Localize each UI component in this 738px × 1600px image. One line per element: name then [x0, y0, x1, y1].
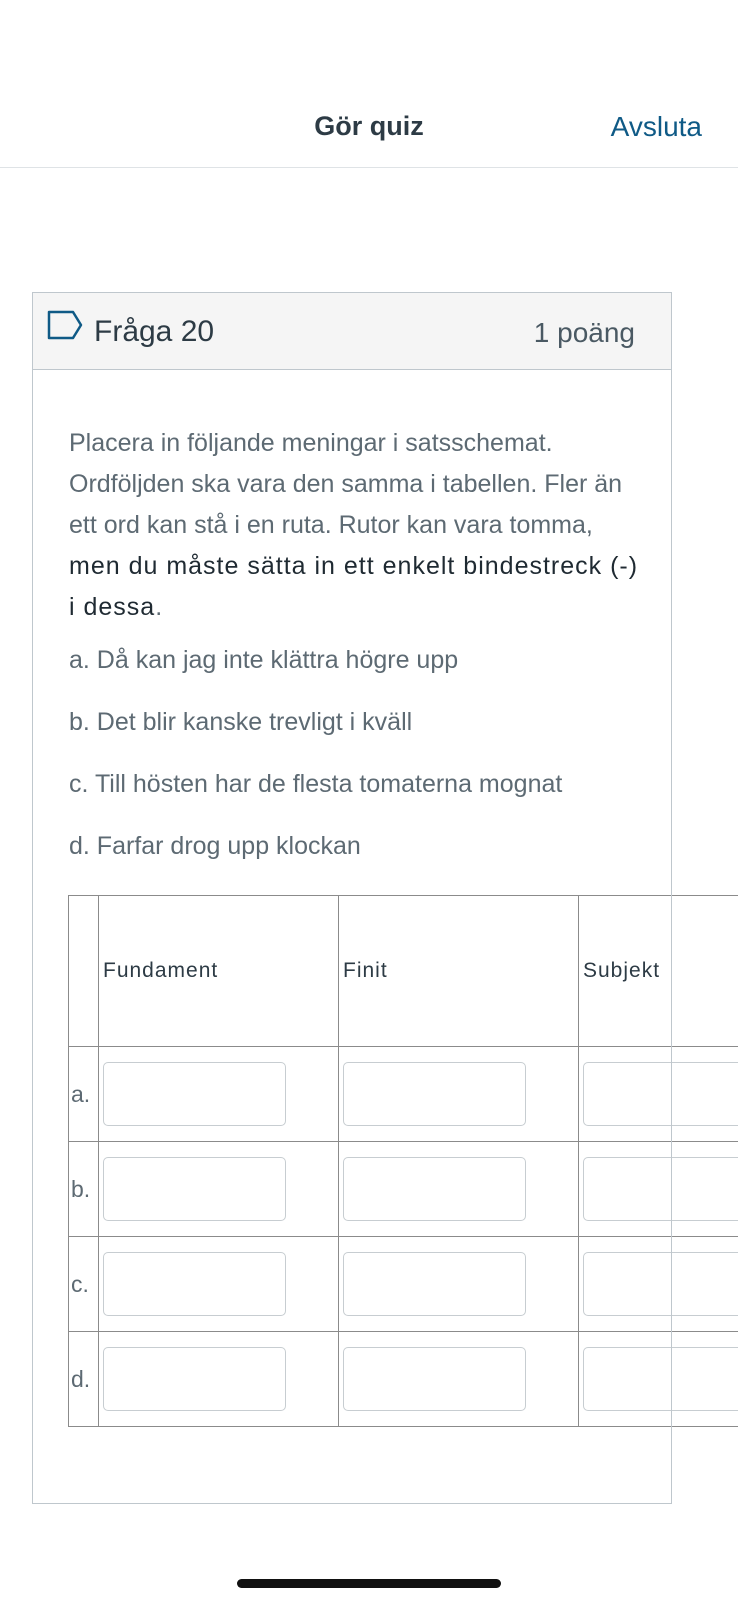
question-instructions [69, 423, 639, 628]
question-header [33, 293, 671, 370]
table-cell [99, 1142, 339, 1237]
page-title: Gör quiz [314, 111, 424, 141]
answer-input-d-fundament[interactable] [103, 1347, 286, 1411]
table-header-row [69, 896, 738, 1047]
corner-cell [69, 896, 99, 1047]
table-cell [579, 1142, 738, 1237]
column-header-subjekt: Subjekt [579, 896, 738, 1047]
table-cell [339, 1142, 579, 1237]
answer-input-c-fundament[interactable] [103, 1252, 286, 1316]
question-title: Fråga 20 [94, 315, 215, 348]
answer-input-a-subjekt[interactable] [583, 1062, 738, 1126]
home-indicator[interactable] [237, 1579, 501, 1588]
table-cell [339, 1237, 579, 1332]
table-cell [579, 1237, 738, 1332]
table-cell [339, 1332, 579, 1427]
sentence-scheme-table [68, 895, 738, 1427]
table-cell [579, 1047, 738, 1142]
answer-input-b-fundament[interactable] [103, 1157, 286, 1221]
table-row [69, 1047, 738, 1142]
answer-input-d-finit[interactable] [343, 1347, 526, 1411]
answer-input-d-subjekt[interactable] [583, 1347, 738, 1411]
row-label: b. [69, 1142, 99, 1237]
column-header-fundament: Fundament [99, 896, 339, 1047]
row-label: a. [69, 1047, 99, 1142]
answer-input-c-finit[interactable] [343, 1252, 526, 1316]
table-row [69, 1332, 738, 1427]
row-label: c. [69, 1237, 99, 1332]
instructions-text: Placera in följande meningar i satsschemat. Ordföljden ska vara den samma i tabellen. Fler än ett ord kan stå i en ruta. Rutor kan vara tomma, [69, 429, 623, 539]
sentence-scheme-table-container[interactable] [68, 895, 738, 1431]
column-header-finit: Finit [339, 896, 579, 1047]
question-points: 1 poäng [533, 317, 635, 348]
card-border-overlay [671, 895, 672, 1504]
answer-input-a-fundament[interactable] [103, 1062, 286, 1126]
answer-input-b-subjekt[interactable] [583, 1157, 738, 1221]
sentence-item: a. Då kan jag inte klättra högre upp [69, 646, 459, 674]
bookmark-flag-icon[interactable] [47, 310, 83, 345]
end-quiz-link[interactable]: Avsluta [610, 111, 702, 142]
sentence-item: c. Till hösten har de flesta tomaterna mognat [69, 770, 563, 798]
answer-input-b-finit[interactable] [343, 1157, 526, 1221]
sentence-item: b. Det blir kanske trevligt i kväll [69, 708, 413, 736]
instructions-emphasis: men du måste sätta in ett enkelt bindestreck (-) i dessa [69, 552, 639, 621]
table-row [69, 1142, 738, 1237]
sentence-item: d. Farfar drog upp klockan [69, 832, 361, 860]
table-row [69, 1237, 738, 1332]
answer-input-a-finit[interactable] [343, 1062, 526, 1126]
table-cell [579, 1332, 738, 1427]
table-cell [99, 1237, 339, 1332]
table-cell [99, 1332, 339, 1427]
sentence-list [69, 640, 562, 888]
instructions-end: . [155, 593, 163, 621]
table-cell [339, 1047, 579, 1142]
table-cell [99, 1047, 339, 1142]
row-label: d. [69, 1332, 99, 1427]
answer-input-c-subjekt[interactable] [583, 1252, 738, 1316]
top-bar [0, 0, 738, 168]
